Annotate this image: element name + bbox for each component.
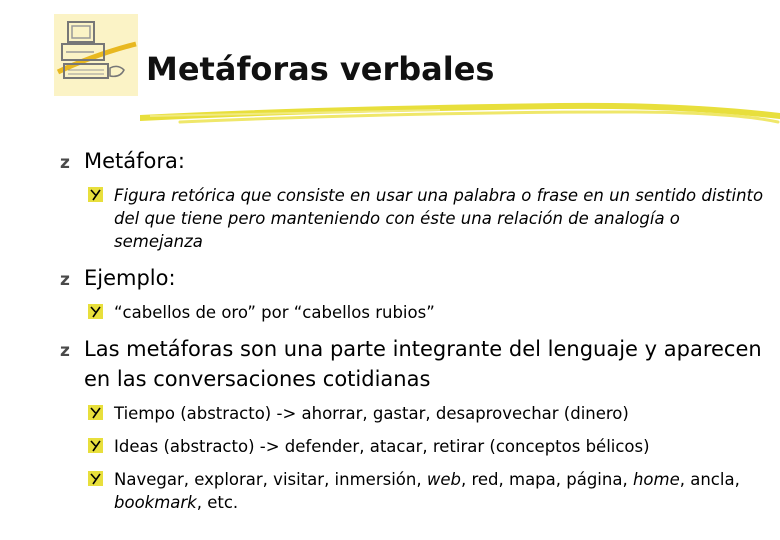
computer-clipart-icon (54, 14, 138, 96)
y-box-bullet-icon (88, 405, 103, 420)
sub-bullet-example (60, 301, 772, 324)
sub-bullet-text: Ideas (abstracto) -> defender, atacar, retirar (conceptos bélicos) (114, 437, 650, 456)
y-box-bullet-icon (88, 438, 103, 453)
slide-content (60, 146, 772, 524)
z-bullet-icon: z (60, 270, 70, 290)
term-bookmark: bookmark (114, 493, 197, 512)
z-bullet-icon: z (60, 153, 70, 173)
bullet-metaforas-lenguaje (60, 334, 772, 394)
bullet-ejemplo (60, 263, 772, 293)
bullet-text: Las metáforas son una parte integrante del lenguaje y aparecen en las conversaciones cotidianas (84, 337, 762, 391)
y-box-bullet-icon (88, 187, 103, 202)
term-home: home (632, 470, 680, 489)
sub-bullet-definition (60, 184, 772, 253)
sub-bullet-text: Figura retórica que consiste en usar una palabra o frase en un sentido distinto del que tiene pero manteniendo con éste una relación de analogía o semejanza (114, 186, 764, 251)
bullet-text: Ejemplo: (84, 266, 176, 290)
logo-clipart (54, 14, 138, 96)
title-underline (140, 98, 780, 132)
sub-bullet-text: Tiempo (abstracto) -> ahorrar, gastar, desaprovechar (dinero) (114, 404, 629, 423)
sub-bullet-tiempo (60, 402, 772, 425)
sub-bullet-text-part: , red, mapa, página, (460, 470, 633, 489)
sub-bullet-text-part: , etc. (196, 493, 239, 512)
sub-bullet-text: “cabellos de oro” por “cabellos rubios” (114, 303, 435, 322)
page-title: Metáforas verbales (146, 50, 495, 88)
y-box-bullet-icon (88, 304, 103, 319)
term-web: web (426, 470, 461, 489)
y-box-bullet-icon (88, 471, 103, 486)
sub-bullet-text-part: Navegar, explorar, visitar, inmersión, (114, 470, 427, 489)
sub-bullet-text-part: , ancla, (679, 470, 740, 489)
sub-bullet-navegar (60, 468, 772, 514)
bullet-text: Metáfora: (84, 149, 185, 173)
bullet-metafora (60, 146, 772, 176)
sub-bullet-ideas (60, 435, 772, 458)
z-bullet-icon: z (60, 341, 70, 361)
